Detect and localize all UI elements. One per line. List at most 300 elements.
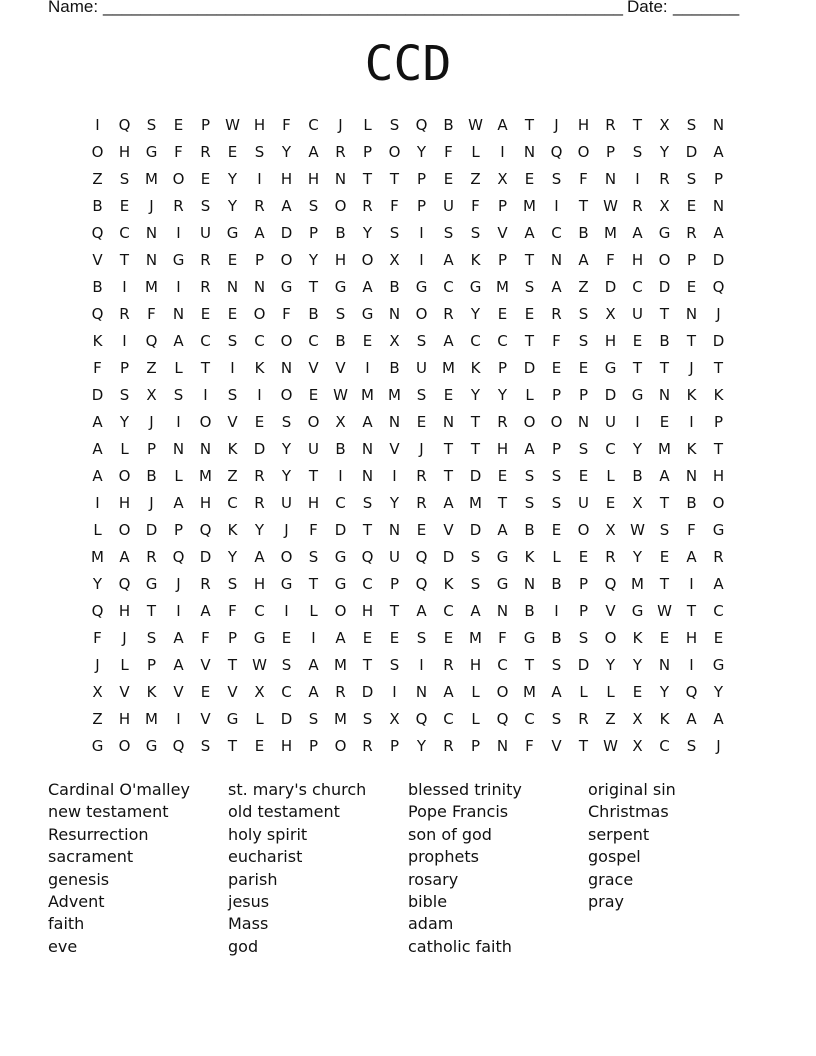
grid-letter: I [122,331,127,350]
grid-letter: A [254,547,265,566]
grid-letter: S [254,142,265,161]
grid-letter: B [335,439,346,458]
grid-letter: E [227,250,238,269]
grid-letter: H [631,250,644,269]
grid-letter: Y [281,142,292,161]
grid-letter: O [577,142,590,161]
grid-letter: W [603,736,618,755]
word-list-item: Advent [48,891,105,911]
grid-letter: S [551,709,562,728]
grid-letter: L [471,142,480,161]
grid-letter: F [93,628,102,647]
grid-letter: I [176,709,181,728]
grid-letter: G [91,736,104,755]
grid-letter: J [419,439,424,458]
grid-letter: R [632,196,643,215]
grid-letter: N [199,439,212,458]
grid-letter: B [551,574,562,593]
grid-letter: G [712,520,725,539]
grid-letter: A [308,142,319,161]
grid-letter: V [605,601,616,620]
grid-letter: H [199,493,212,512]
grid-letter: Y [389,493,400,512]
word-list-item: jesus [228,891,270,911]
grid-letter: I [419,223,424,242]
grid-letter: J [149,493,154,512]
grid-letter: Z [470,169,481,188]
grid-letter: Q [361,547,374,566]
grid-letter: R [497,412,508,431]
grid-letter: M [469,628,482,647]
grid-letter: C [281,682,292,701]
grid-letter: M [658,439,671,458]
grid-letter: F [282,115,291,134]
grid-letter: S [470,547,481,566]
grid-letter: O [550,412,563,431]
grid-letter: R [443,736,454,755]
grid-letter: E [524,169,535,188]
grid-letter: T [578,736,589,755]
grid-letter: V [335,358,346,377]
grid-letter: A [443,682,454,701]
grid-letter: H [334,250,347,269]
grid-letter: S [632,142,643,161]
grid-letter: S [443,223,454,242]
grid-letter: Q [415,547,428,566]
grid-letter: M [631,574,644,593]
grid-letter: G [361,304,374,323]
grid-letter: O [118,466,131,485]
grid-letter: E [254,412,265,431]
grid-letter: B [632,466,643,485]
grid-letter: G [631,601,644,620]
grid-letter: F [579,169,588,188]
word-list-item: sacrament [48,847,134,867]
grid-letter: P [713,412,724,431]
grid-letter: B [335,331,346,350]
date-label: Date: [627,0,668,16]
grid-letter: A [173,331,184,350]
grid-letter: K [686,439,697,458]
grid-letter: D [604,277,617,296]
grid-letter: F [444,142,453,161]
grid-letter: E [308,385,319,404]
grid-letter: O [496,682,509,701]
grid-letter: Q [118,574,131,593]
grid-letter: A [92,439,103,458]
grid-letter: D [712,250,725,269]
grid-letter: R [173,196,184,215]
grid-letter: C [497,655,508,674]
grid-letter: Y [254,520,265,539]
grid-letter: X [92,682,103,701]
grid-letter: G [334,547,347,566]
grid-letter: G [712,655,725,674]
grid-letter: P [497,196,508,215]
grid-letter: T [146,601,157,620]
grid-letter: A [92,412,103,431]
grid-letter: O [334,736,347,755]
grid-letter: I [257,169,262,188]
grid-letter: B [578,223,589,242]
grid-letter: T [200,358,211,377]
grid-letter: N [685,466,698,485]
grid-letter: T [524,250,535,269]
grid-letter: Q [91,601,104,620]
grid-letter: B [92,277,103,296]
grid-letter: G [145,574,158,593]
grid-letter: S [119,385,130,404]
grid-letter: M [145,169,158,188]
grid-letter: C [254,331,265,350]
grid-letter: F [147,304,156,323]
grid-letter: E [389,628,400,647]
grid-letter: C [308,331,319,350]
word-list-item: rosary [408,869,459,889]
grid-letter: E [497,304,508,323]
word-list-item: st. mary's church [228,780,367,799]
grid-letter: T [632,358,643,377]
grid-letter: O [91,142,104,161]
grid-letter: I [365,358,370,377]
grid-letter: J [716,736,721,755]
word-list-item: prophets [408,847,479,867]
grid-letter: D [577,655,590,674]
grid-letter: C [254,601,265,620]
grid-letter: A [497,520,508,539]
name-blank-line: _______________________________________________________ [103,0,624,16]
word-list-item: god [228,936,259,956]
grid-letter: S [308,196,319,215]
grid-letter: R [254,466,265,485]
grid-letter: U [308,439,319,458]
grid-letter: B [659,331,670,350]
grid-letter: I [176,277,181,296]
grid-letter: H [253,115,266,134]
word-list-item: parish [228,869,278,889]
grid-letter: L [174,358,183,377]
grid-letter: M [388,385,401,404]
grid-letter: M [496,277,509,296]
grid-letter: Z [92,169,103,188]
grid-letter: N [658,385,671,404]
grid-letter: P [146,439,157,458]
grid-letter: A [713,142,724,161]
grid-letter: H [469,655,482,674]
grid-letter: P [173,520,184,539]
grid-letter: T [659,358,670,377]
grid-letter: T [497,493,508,512]
grid-letter: E [632,331,643,350]
grid-letter: I [689,574,694,593]
grid-letter: I [689,412,694,431]
grid-letter: R [362,196,373,215]
grid-letter: A [551,682,562,701]
grid-letter: E [227,304,238,323]
grid-letter: T [686,601,697,620]
grid-letter: A [173,493,184,512]
grid-letter: H [361,601,374,620]
grid-letter: E [551,358,562,377]
grid-letter: P [389,574,400,593]
grid-letter: A [659,466,670,485]
grid-letter: I [311,628,316,647]
grid-letter: P [146,655,157,674]
grid-letter: E [362,628,373,647]
grid-letter: E [632,682,643,701]
grid-letter: T [578,196,589,215]
grid-letter: C [200,331,211,350]
grid-letter: E [281,628,292,647]
grid-letter: A [308,682,319,701]
grid-letter: P [362,142,373,161]
grid-letter: D [280,223,293,242]
grid-letter: E [443,628,454,647]
grid-letter: G [415,277,428,296]
grid-letter: A [362,277,373,296]
grid-letter: A [254,223,265,242]
grid-letter: O [334,601,347,620]
grid-letter: M [442,358,455,377]
grid-letter: P [551,439,562,458]
grid-letter: A [173,628,184,647]
grid-letter: X [497,169,508,188]
grid-letter: Y [659,682,670,701]
grid-letter: C [227,493,238,512]
grid-letter: T [389,169,400,188]
grid-letter: C [119,223,130,242]
grid-letter: O [253,304,266,323]
grid-letter: P [605,142,616,161]
grid-letter: M [469,493,482,512]
grid-letter: H [307,493,320,512]
grid-letter: O [658,250,671,269]
grid-letter: S [362,709,373,728]
word-list-item: grace [588,869,634,889]
grid-letter: G [523,628,536,647]
grid-letter: D [658,277,671,296]
word-list-item: original sin [588,780,676,799]
grid-letter: M [523,682,536,701]
grid-letter: R [362,736,373,755]
grid-letter: W [630,520,645,539]
grid-letter: U [605,412,616,431]
grid-letter: K [254,358,265,377]
grid-letter: G [253,628,266,647]
grid-letter: T [470,412,481,431]
grid-letter: W [333,385,348,404]
grid-letter: S [686,736,697,755]
grid-letter: C [443,709,454,728]
grid-letter: H [118,493,131,512]
grid-letter: L [174,466,183,485]
grid-letter: S [335,304,346,323]
grid-letter: L [525,385,534,404]
grid-letter: P [713,169,724,188]
word-list-item: new testament [48,802,169,822]
grid-letter: C [308,115,319,134]
grid-letter: L [93,520,102,539]
grid-letter: R [119,304,130,323]
grid-letter: L [363,115,372,134]
grid-letter: K [470,250,481,269]
grid-letter: S [227,331,238,350]
grid-letter: X [146,385,157,404]
grid-letter: G [280,574,293,593]
grid-letter: S [578,439,589,458]
grid-letter: X [659,196,670,215]
grid-letter: Y [281,466,292,485]
grid-letter: I [176,412,181,431]
grid-letter: C [443,277,454,296]
word-list-item: son of god [408,824,492,844]
grid-letter: S [551,466,562,485]
word-list-item: eucharist [228,847,303,867]
grid-letter: I [419,655,424,674]
grid-letter: T [308,466,319,485]
grid-letter: N [280,358,293,377]
grid-letter: M [145,709,158,728]
grid-letter: E [659,628,670,647]
grid-letter: Y [362,223,373,242]
grid-letter: T [362,520,373,539]
grid-letter: G [172,250,185,269]
grid-letter: Q [415,115,428,134]
grid-letter: N [361,439,374,458]
grid-letter: D [685,142,698,161]
grid-letter: U [416,358,427,377]
grid-letter: A [686,709,697,728]
grid-letter: S [389,115,400,134]
word-list-item: bible [408,891,448,911]
grid-letter: T [524,115,535,134]
grid-letter: T [524,331,535,350]
grid-letter: R [200,250,211,269]
grid-letter: I [203,385,208,404]
word-list-item: catholic faith [408,936,512,956]
grid-letter: Y [416,736,427,755]
grid-letter: F [525,736,534,755]
grid-letter: C [362,574,373,593]
grid-letter: E [605,493,616,512]
grid-letter: L [552,547,561,566]
grid-letter: O [415,304,428,323]
grid-letter: I [635,169,640,188]
grid-letter: X [254,682,265,701]
grid-letter: G [226,709,239,728]
word-list-item: Cardinal O'malley [48,780,190,799]
grid-letter: U [443,196,454,215]
grid-letter: P [578,574,589,593]
grid-letter: K [443,574,454,593]
grid-letter: R [605,547,616,566]
grid-letter: Z [578,277,589,296]
grid-letter: C [443,601,454,620]
grid-letter: D [199,547,212,566]
grid-letter: V [497,223,508,242]
grid-letter: S [686,169,697,188]
grid-letter: M [334,709,347,728]
grid-letter: S [146,115,157,134]
grid-letter: C [713,601,724,620]
grid-letter: V [92,250,103,269]
grid-letter: D [712,331,725,350]
grid-letter: U [200,223,211,242]
grid-letter: G [604,358,617,377]
grid-letter: E [362,331,373,350]
grid-letter: O [523,412,536,431]
grid-letter: S [389,655,400,674]
grid-letter: D [334,520,347,539]
grid-letter: Z [146,358,157,377]
grid-letter: E [497,466,508,485]
grid-letter: Y [416,142,427,161]
grid-letter: W [657,601,672,620]
grid-letter: S [308,709,319,728]
grid-letter: U [389,547,400,566]
grid-letter: J [149,196,154,215]
grid-letter: R [335,142,346,161]
grid-letter: P [389,736,400,755]
grid-letter: J [122,628,127,647]
grid-letter: Q [550,142,563,161]
grid-letter: O [280,250,293,269]
grid-letter: R [659,169,670,188]
grid-letter: T [659,493,670,512]
grid-letter: T [389,601,400,620]
grid-letter: A [578,250,589,269]
grid-letter: I [95,115,100,134]
grid-letter: T [686,331,697,350]
grid-letter: Y [227,547,238,566]
grid-letter: F [228,601,237,620]
grid-letter: Y [119,412,130,431]
grid-letter: A [416,601,427,620]
grid-letter: Q [172,547,185,566]
grid-letter: K [659,709,670,728]
grid-letter: J [149,412,154,431]
grid-letter: A [281,196,292,215]
name-label: Name: [48,0,99,16]
grid-letter: S [551,655,562,674]
grid-letter: S [551,169,562,188]
grid-letter: Q [199,520,212,539]
grid-letter: D [523,358,536,377]
grid-letter: N [226,277,239,296]
grid-letter: V [200,709,211,728]
grid-letter: Y [659,142,670,161]
word-list-item: holy spirit [228,824,308,844]
grid-letter: Z [605,709,616,728]
grid-letter: U [578,493,589,512]
grid-letter: I [500,142,505,161]
grid-letter: G [496,547,509,566]
grid-letter: M [145,277,158,296]
grid-letter: Y [281,439,292,458]
grid-letter: A [443,493,454,512]
grid-letter: S [119,169,130,188]
letter-grid [84,111,732,759]
grid-letter: H [577,115,590,134]
grid-letter: F [552,331,561,350]
grid-letter: L [255,709,264,728]
grid-letter: H [280,736,293,755]
word-list-item: blessed trinity [408,780,522,799]
grid-letter: G [469,277,482,296]
grid-letter: C [605,439,616,458]
grid-letter: A [335,628,346,647]
grid-letter: N [712,196,725,215]
